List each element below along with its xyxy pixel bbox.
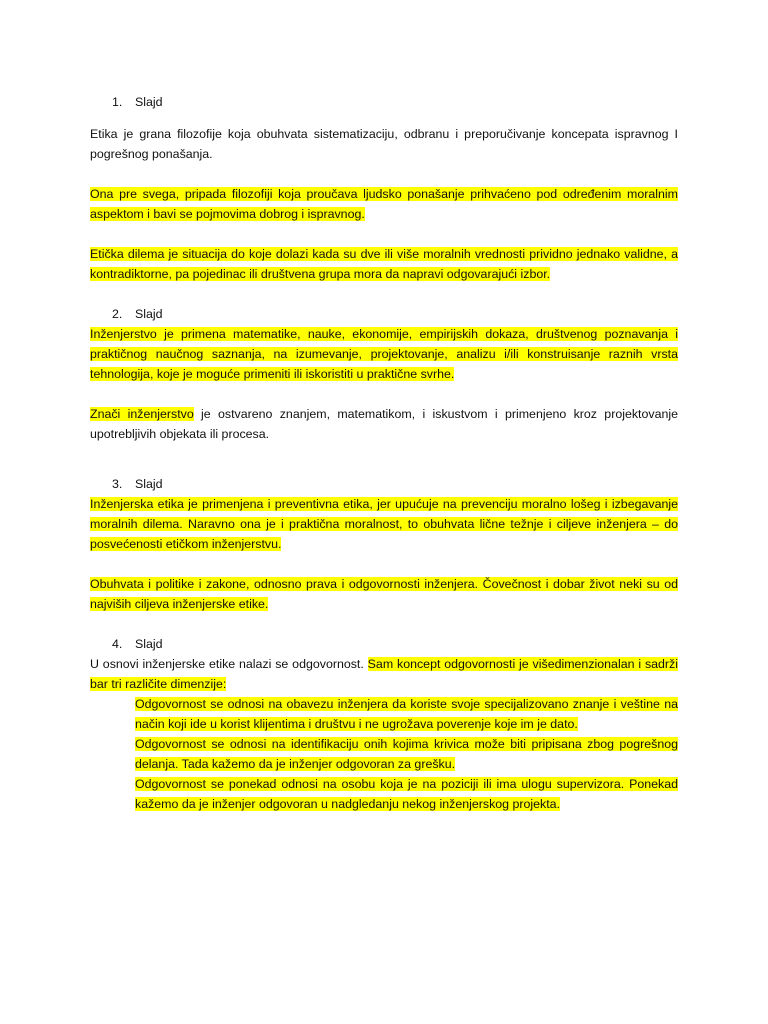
paragraph-text: Etika je grana filozofije koja obuhvata sistematizaciju, odbranu i preporučivanje koncepata ispravnog I pogrešnog ponašanja. bbox=[90, 127, 678, 161]
highlighted-text: Znači inženjerstvo bbox=[90, 407, 194, 421]
list-item bbox=[90, 694, 678, 734]
list-item bbox=[90, 774, 678, 814]
heading-number: 2. bbox=[112, 307, 123, 321]
heading-number: 4. bbox=[112, 637, 123, 651]
heading-title: Slajd bbox=[135, 95, 163, 109]
slide-1-paragraph-2 bbox=[90, 184, 678, 224]
slide-4-heading bbox=[90, 634, 678, 654]
slide-2-heading bbox=[90, 304, 678, 324]
slide-3-paragraph-1 bbox=[90, 494, 678, 554]
heading-number: 3. bbox=[112, 477, 123, 491]
slide-2-paragraph-1 bbox=[90, 324, 678, 384]
slide-1-paragraph-3 bbox=[90, 244, 678, 284]
slide-1-paragraph-1 bbox=[90, 124, 678, 164]
highlighted-text: Etička dilema je situacija do koje dolazi kada su dve ili više moralnih vrednosti prividno jednako validne, a kontradiktorne, pa pojedinac ili društvena grupa mora da napravi odgovarajući izbor. bbox=[90, 247, 678, 281]
highlighted-text: Odgovornost se odnosi na identifikaciju onih kojima krivica može biti pripisana zbog pogrešnog delanja. Tada kažemo da je inženjer odgovoran za grešku. bbox=[135, 737, 678, 771]
highlighted-text: Inženjerstvo je primena matematike, nauke, ekonomije, empirijskih dokaza, društvenog poznavanja i praktičnog naučnog saznanja, na izumevanje, projektovanje, analizu i/ili konstruisanje raznih vrsta tehnologija, koje je moguće primeniti ili iskoristiti u praktične svrhe. bbox=[90, 327, 678, 381]
slide-2-paragraph-2 bbox=[90, 404, 678, 444]
highlighted-text: Obuhvata i politike i zakone, odnosno prava i odgovornosti inženjera. Čovečnost i dobar život neki su od najviših ciljeva inženjerske etike. bbox=[90, 577, 678, 611]
paragraph-text: je ostvareno znanjem, matematikom, i iskustvom i primenjeno kroz projektovanje upotrebljivih objekata ili procesa. bbox=[90, 407, 679, 441]
document-body bbox=[90, 92, 678, 814]
slide-3-heading bbox=[90, 474, 678, 494]
highlighted-text: Sam koncept odgovornosti je višedimenzionalan i sadrži bar tri različite dimenzije: bbox=[90, 657, 678, 691]
list-item bbox=[90, 734, 678, 774]
heading-number: 1. bbox=[112, 95, 123, 109]
heading-title: Slajd bbox=[135, 477, 163, 491]
heading-title: Slajd bbox=[135, 637, 163, 651]
slide-4-paragraph-1 bbox=[90, 654, 678, 694]
heading-title: Slajd bbox=[135, 307, 163, 321]
slide-1-heading bbox=[90, 92, 678, 112]
slide-3-paragraph-2 bbox=[90, 574, 678, 614]
highlighted-text: Odgovornost se odnosi na obavezu inženjera da koriste svoje specijalizovano znanje i veštine na način koji ide u korist klijentima i društvu i ne ugrožava poverenje koje im je dato. bbox=[135, 697, 678, 731]
highlighted-text: Odgovornost se ponekad odnosi na osobu koja je na poziciji ili ima ulogu supervizora. Ponekad kažemo da je inženjer odgovoran u nadgledanju nekog inženjerskog projekta. bbox=[135, 777, 678, 811]
paragraph-text: U osnovi inženjerske etike nalazi se odgovornost. bbox=[90, 657, 368, 671]
highlighted-text: Ona pre svega, pripada filozofiji koja proučava ljudsko ponašanje prihvaćeno pod određenim moralnim aspektom i bavi se pojmovima dobrog i ispravnog. bbox=[90, 187, 678, 221]
highlighted-text: Inženjerska etika je primenjena i preventivna etika, jer upućuje na prevenciju moralno lošeg i izbegavanje moralnih dilema. Naravno ona je i praktična moralnost, to obuhvata lične težnje i ciljeve inženjera – do posvećenosti etičkom inženjerstvu. bbox=[90, 497, 678, 551]
